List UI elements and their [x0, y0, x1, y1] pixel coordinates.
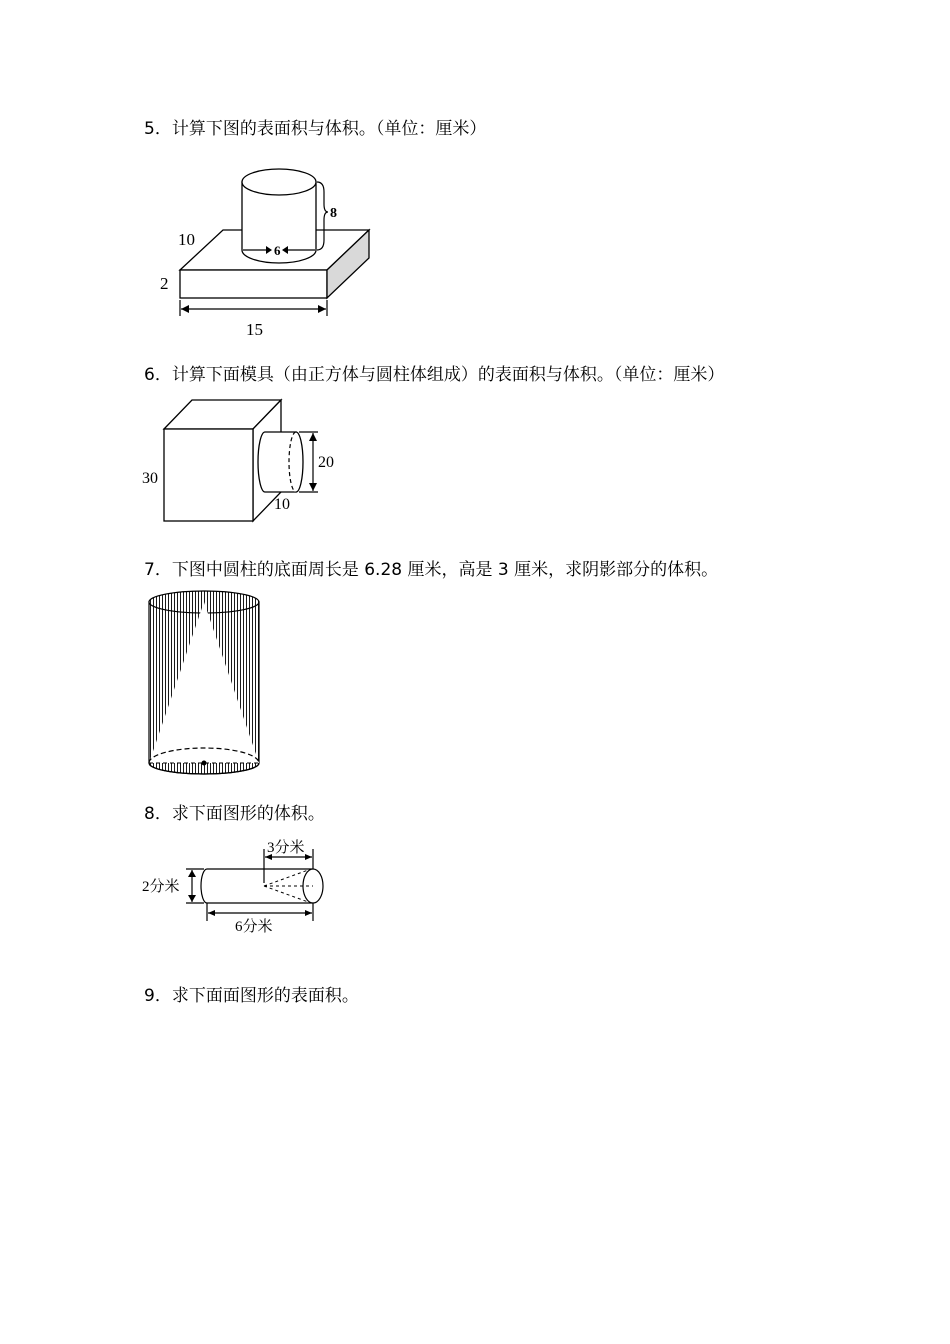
fig8-label-length: 6分米 [235, 919, 273, 935]
question-9-number: 9． [144, 986, 172, 1006]
figure-5-cuboid-with-cylinder [150, 160, 390, 345]
question-8 [144, 803, 325, 825]
fig8-label-cone-height: 3分米 [267, 840, 305, 856]
question-7 [144, 559, 718, 581]
fig5-label-cyl-diameter: 6 [274, 243, 281, 258]
question-6 [144, 364, 724, 386]
fig5-label-cyl-height: 8 [330, 206, 337, 221]
question-6-number: 6． [144, 365, 172, 385]
fig5-label-width: 10 [178, 230, 195, 249]
question-8-number: 8． [144, 804, 172, 824]
question-7-number: 7． [144, 560, 172, 580]
question-7-text: 下图中圆柱的底面周长是 6.28 厘米，高是 3 厘米，求阴影部分的体积。 [171, 560, 719, 580]
figure-7-cylinder-with-cone [140, 585, 275, 785]
fig8-label-diameter: 2分米 [142, 879, 180, 895]
question-9-text: 求下面面图形的表面积。 [171, 986, 359, 1006]
fig6-label-cyl-diameter: 20 [318, 454, 334, 471]
cuboid-front-face [180, 270, 327, 298]
question-8-text: 求下面图形的体积。 [171, 804, 325, 824]
question-9 [144, 985, 359, 1007]
question-5-number: 5． [144, 119, 172, 139]
question-5 [144, 118, 486, 140]
question-6-text: 计算下面模具（由正方体与圆柱体组成）的表面积与体积。（单位：厘米） [171, 365, 725, 385]
question-5-text: 计算下图的表面积与体积。（单位：厘米） [171, 119, 487, 139]
figure-8-cylinder-with-cone-hole [140, 835, 340, 937]
base-center-point [202, 761, 207, 766]
cube-front-face [164, 429, 253, 521]
figure-6-cube-with-cylinder [140, 395, 360, 530]
fig5-label-height: 2 [160, 274, 169, 293]
fig6-label-cyl-height: 10 [274, 496, 290, 513]
fig5-label-length: 15 [246, 320, 263, 339]
fig6-label-cube-edge: 30 [142, 470, 158, 487]
cylinder-top [242, 169, 316, 195]
